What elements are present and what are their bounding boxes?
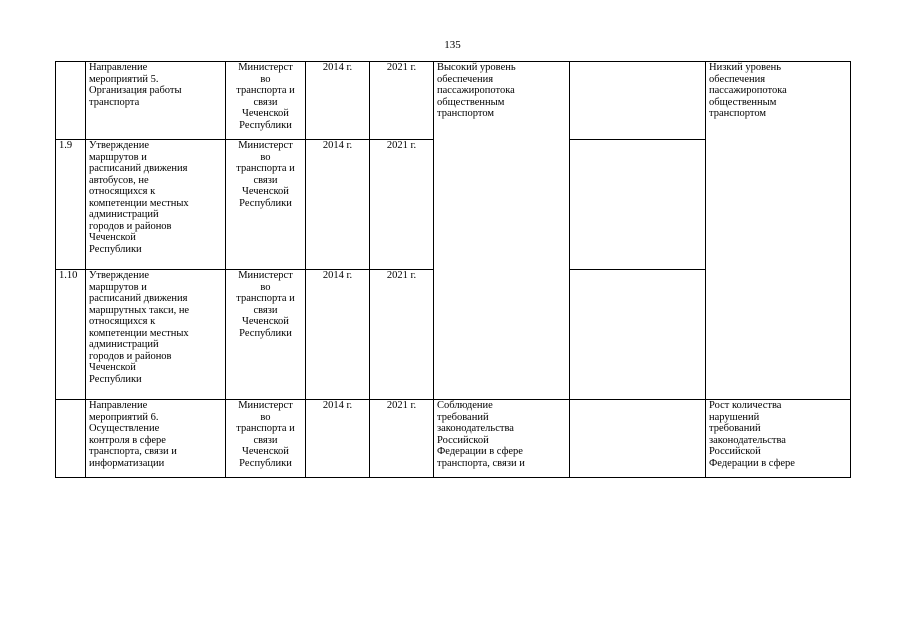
end-year-cell: 2021 г. <box>370 400 434 478</box>
executor-cell: Министерст во транспорта и связи Чеченской Республики <box>226 400 306 478</box>
page-number: 135 <box>444 39 461 51</box>
consequence-cell: Рост количества нарушений требований законодательства Российской Федерации в сфере <box>706 400 851 478</box>
end-year-cell: 2021 г. <box>370 62 434 140</box>
end-year-cell: 2021 г. <box>370 140 434 270</box>
consequence-cell: Низкий уровень обеспечения пассажиропотока общественным транспортом <box>706 62 851 400</box>
start-year-cell: 2014 г. <box>306 62 370 140</box>
end-year-cell: 2021 г. <box>370 270 434 400</box>
row-number-cell: 1.9 <box>56 140 86 270</box>
executor-cell: Министерст во транспорта и связи Чеченской Республики <box>226 140 306 270</box>
row-number-cell <box>56 62 86 140</box>
links-cell <box>570 270 706 400</box>
executor-cell: Министерст во транспорта и связи Чеченской Республики <box>226 270 306 400</box>
activity-name-cell: Утверждение маршрутов и расписаний движения маршрутных такси, не относящихся к компетенции местных администраций городов и районов Чеченской Республики <box>86 270 226 400</box>
table-row <box>56 62 851 140</box>
executor-cell: Министерст во транспорта и связи Чеченской Республики <box>226 62 306 140</box>
start-year-cell: 2014 г. <box>306 270 370 400</box>
links-cell <box>570 140 706 270</box>
activity-name-cell: Утверждение маршрутов и расписаний движения автобусов, не относящихся к компетенции местных администраций городов и районов Чеченской Республики <box>86 140 226 270</box>
table-row <box>56 400 851 478</box>
row-number-cell: 1.10 <box>56 270 86 400</box>
expected-result-cell: Высокий уровень обеспечения пассажиропотока общественным транспортом <box>434 62 570 400</box>
start-year-cell: 2014 г. <box>306 140 370 270</box>
links-cell <box>570 400 706 478</box>
row-number-cell <box>56 400 86 478</box>
activities-table <box>55 61 851 478</box>
start-year-cell: 2014 г. <box>306 400 370 478</box>
activity-name-cell: Направление мероприятий 5. Организация работы транспорта <box>86 62 226 140</box>
links-cell <box>570 62 706 140</box>
expected-result-cell: Соблюдение требований законодательства Российской Федерации в сфере транспорта, связи и <box>434 400 570 478</box>
activity-name-cell: Направление мероприятий 6. Осуществление контроля в сфере транспорта, связи и информатизации <box>86 400 226 478</box>
